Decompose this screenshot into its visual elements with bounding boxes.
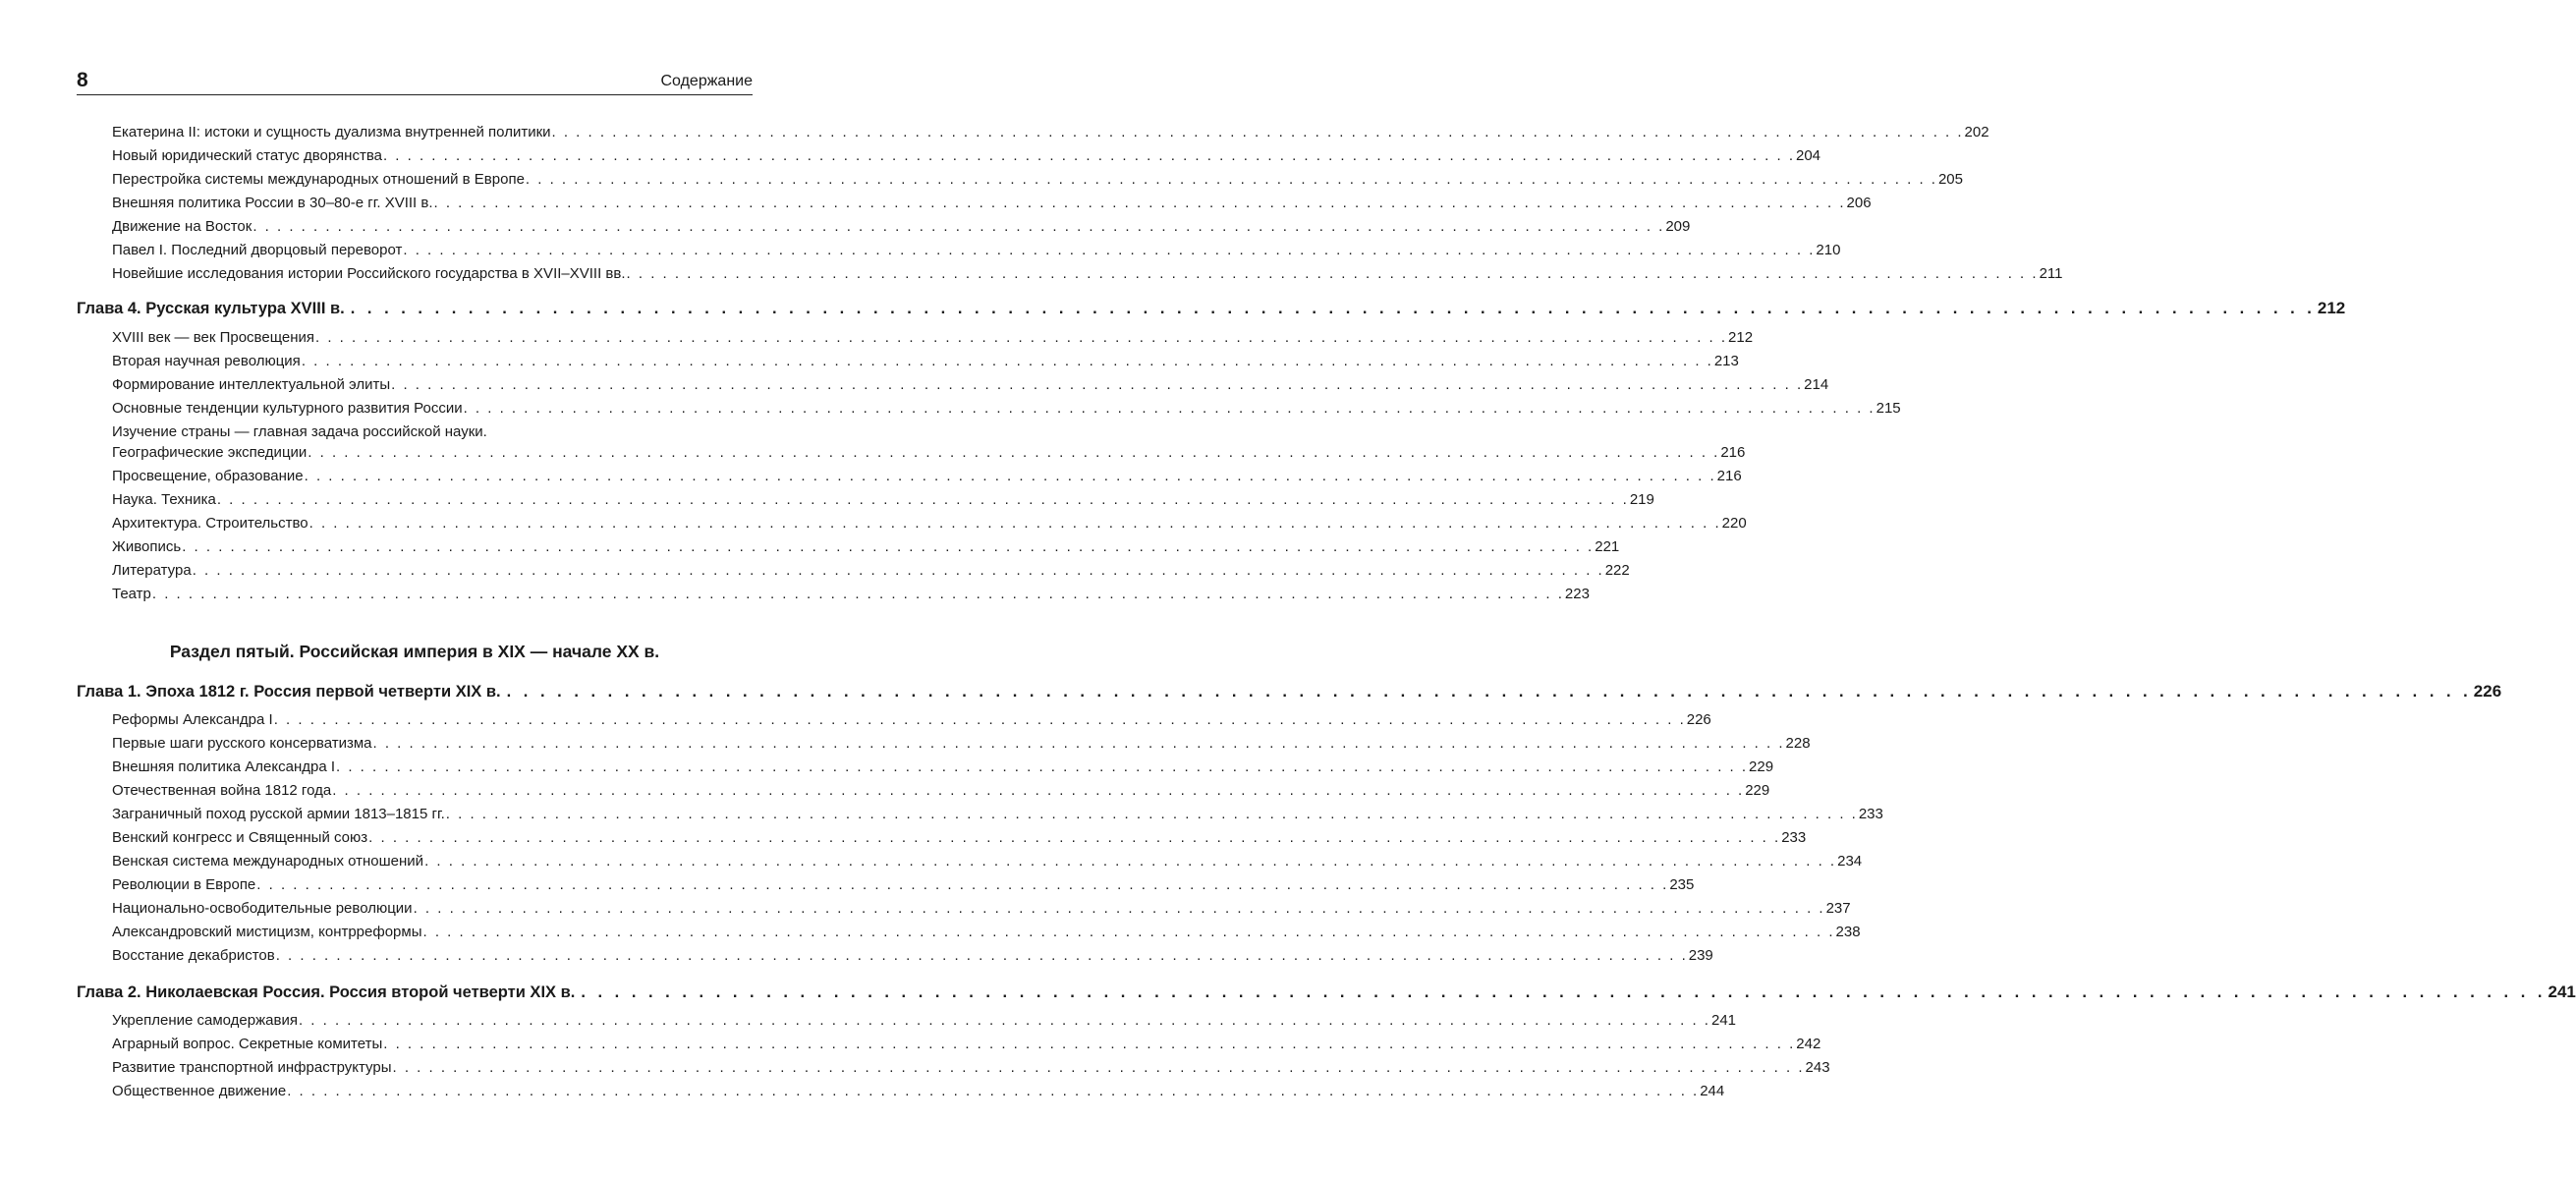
- toc-entry[interactable]: [112, 1034, 1821, 1055]
- toc-entry[interactable]: [112, 1057, 1830, 1079]
- entry-page: 206: [1846, 195, 1872, 211]
- page-number: 8: [77, 69, 88, 91]
- entry-page: 234: [1837, 853, 1863, 870]
- leader-dots: . . . . . . . . . . . . . . . . . . . . . . . . . . . . . . . . . . . . . . . . . . . . . . . . . . . . . . . . . . . . . . . . . . . . . . . . . . . . . . . . . . . . . . . . . . . . . . . . . . . . . . . . . . . . . . . . . . . . .: [463, 400, 1876, 417]
- entry-title: Восстание декабристов: [112, 947, 275, 964]
- entry-page: 235: [1669, 876, 1695, 893]
- entry-title: Венский конгресс и Священный союз: [112, 829, 368, 846]
- leader-dots: . . . . . . . . . . . . . . . . . . . . . . . . . . . . . . . . . . . . . . . . . . . . . . . . . . . . . . . . . . . . . . . . . . . . . . . . . . . . . . . . . . . . . . . . . . . . . . . . . . . . . . . . . . . . . . . . . . . . .: [372, 735, 1785, 752]
- toc-entry[interactable]: [112, 442, 1746, 464]
- toc-entry[interactable]: [112, 466, 1742, 487]
- entry-page: 204: [1796, 147, 1821, 164]
- entry-page: 238: [1835, 924, 1861, 940]
- leader-dots: . . . . . . . . . . . . . . . . . . . . . . . . . . . . . . . . . . . . . . . . . . . . . . . . . . . . . . . . . . . . . . . . . . . . . . . . . . . . . . . . . . . . . . . . . . . . . . . . . . . . . . . . . . . . . . . . . . . . .: [626, 265, 2039, 282]
- entry-title: Заграничный поход русской армии 1813–1815 гг.: [112, 806, 445, 822]
- entry-page: 233: [1858, 806, 1883, 822]
- toc-entry[interactable]: [112, 780, 1770, 802]
- entry-page: 220: [1721, 515, 1747, 532]
- leader-dots: . . . . . . . . . . . . . . . . . . . . . . . . . . . . . . . . . . . . . . . . . . . . . . . . . . . . . . . . . . . . . . . . . . . . . . . . . . . . . . . . . . . . . . . . . . . . . . . . . . . . . . . . . . . . . . . . . . . . .: [350, 300, 2316, 317]
- leader-dots: . . . . . . . . . . . . . . . . . . . . . . . . . . . . . . . . . . . . . . . . . . . . . . . . . . . . . . . . . . . . . . . . . . . . . . . . . . . . . . . . . . . . . . . . . . . . . . . . . . . . . . . . . . . . . . . . . . . . .: [403, 242, 1816, 258]
- entry-page: 216: [1716, 468, 1742, 484]
- leader-dots: . . . . . . . . . . . . . . . . . . . . . . . . . . . . . . . . . . . . . . . . . . . . . . . . . . . . . . . . . . . . . . . . . . . . . . . . . . . . . . . . . . . . . . . . . . . . . . . . . . . . . . . . . . . . . . . . . . . . .: [252, 218, 1665, 235]
- leader-dots: . . . . . . . . . . . . . . . . . . . . . . . . . . . . . . . . . . . . . . . . . . . . . . . . . . . . . . . . . . . . . . . . . . . . . . . . . . . . . . . . . . . . . . . . . . . . . . . . . . . . . . . . . . . . . . . . . . . . .: [301, 353, 1713, 369]
- entry-title: Литература: [112, 562, 192, 579]
- toc-entry[interactable]: [112, 1081, 1725, 1102]
- entry-page: 233: [1781, 829, 1807, 846]
- chapter-title: Глава 2. Николаевская Россия. Россия второй четверти XIX в.: [77, 983, 576, 1001]
- entry-title: Отечественная война 1812 года: [112, 782, 332, 799]
- entry-page: 228: [1785, 735, 1811, 752]
- chapter-title: Глава 1. Эпоха 1812 г. Россия первой четверти XIX в.: [77, 683, 501, 701]
- entry-page: 209: [1665, 218, 1691, 235]
- entry-title: Формирование интеллектуальной элиты: [112, 376, 391, 393]
- entry-page: 229: [1749, 758, 1774, 775]
- entry-page: 244: [1700, 1083, 1725, 1099]
- entry-title: Движение на Восток: [112, 218, 252, 235]
- toc-entry[interactable]: [112, 757, 1774, 778]
- toc-entry[interactable]: [112, 513, 1747, 534]
- leader-dots: . . . . . . . . . . . . . . . . . . . . . . . . . . . . . . . . . . . . . . . . . . . . . . . . . . . . . . . . . . . . . . . . . . . . . . . . . . . . . . . . . . . . . . . . . . . . . . . . . . . . . . . . . . . . . . . . . . . . .: [182, 538, 1595, 555]
- entry-title: Павел I. Последний дворцовый переворот: [112, 242, 403, 258]
- entry-title: Живопись: [112, 538, 182, 555]
- entry-page: 223: [1564, 586, 1590, 602]
- entry-page: 229: [1745, 782, 1770, 799]
- entry-page: 212: [1728, 329, 1754, 346]
- toc-entry[interactable]: [112, 851, 1863, 872]
- chapter-page: 212: [2317, 299, 2346, 317]
- section-title: Раздел пятый. Российская империя в XIX — начале XX в.: [169, 642, 660, 661]
- entry-page: 222: [1604, 562, 1630, 579]
- toc-entry[interactable]: [112, 489, 1654, 511]
- leader-dots: . . . . . . . . . . . . . . . . . . . . . . . . . . . . . . . . . . . . . . . . . . . . . . . . . . . . . . . . . . . . . . . . . . . . . . . . . . . . . . . . . . . . . . . . . . . . . . . . . . . . . . . . . . . . . . . . . . . . .: [287, 1083, 1700, 1099]
- chapter-heading[interactable]: [77, 297, 2346, 320]
- entry-page: 202: [1964, 124, 1989, 140]
- toc-entry[interactable]: [112, 193, 1872, 214]
- entry-page: 219: [1629, 491, 1654, 508]
- entry-page: 216: [1720, 444, 1746, 461]
- running-title: Содержание: [660, 73, 753, 89]
- leader-dots: . . . . . . . . . . . . . . . . . . . . . . . . . . . . . . . . . . . . . . . . . . . . . . . . . . . . . . . . . . . . . . . . . . . . . . . . . . . . . . . . . . . . . . . . . . . . . . . . . . . . . . . . . . . . . . . . . . . . .: [581, 983, 2547, 1001]
- entry-title: Театр: [112, 586, 151, 602]
- leader-dots: . . . . . . . . . . . . . . . . . . . . . . . . . . . . . . . . . . . . . . . . . . . . . . . . . . . . . . . . . . . . . . . . . . . . . . . . . . . . . . . . . . . . . . . . . . . . . . . . . . . . . . . . . . . . . . . . . . . . .: [422, 924, 1835, 940]
- toc-entry[interactable]: [112, 584, 1590, 605]
- leader-dots: . . . . . . . . . . . . . . . . . . . . . . . . . . . . . . . . . . . . . . . . . . . . . . . . . . . . . . . . . . . . . . . . . . . . . . . . . . . . . . . . . . . . . . . . . . . . . . . . . . . . . . . . . . . . . . . . . . . . .: [392, 1059, 1805, 1076]
- entry-title-line1: Изучение страны — главная задача российской науки.: [112, 423, 487, 440]
- toc-entry[interactable]: [112, 945, 1713, 967]
- entry-page: 243: [1805, 1059, 1830, 1076]
- entry-title: Вторая научная революция: [112, 353, 301, 369]
- entry-title: Наука. Техника: [112, 491, 216, 508]
- toc-entry[interactable]: [112, 874, 1695, 896]
- entry-title: Просвещение, образование: [112, 468, 304, 484]
- toc-entry[interactable]: [112, 327, 1754, 349]
- toc-entry[interactable]: [112, 898, 1851, 920]
- entry-title: Екатерина II: истоки и сущность дуализма внутренней политики: [112, 124, 551, 140]
- entry-page: 205: [1937, 171, 1963, 188]
- toc-entry[interactable]: [112, 733, 1811, 755]
- entry-title: Революции в Европе: [112, 876, 256, 893]
- chapter-page: 226: [2473, 682, 2502, 701]
- leader-dots: . . . . . . . . . . . . . . . . . . . . . . . . . . . . . . . . . . . . . . . . . . . . . . . . . . . . . . . . . . . . . . . . . . . . . . . . . . . . . . . . . . . . . . . . . . . . . . . . . . . . . . . . . . . . . . . . . . . . .: [445, 806, 1858, 822]
- leader-dots: . . . . . . . . . . . . . . . . . . . . . . . . . . . . . . . . . . . . . . . . . . . . . . . . . . . . . . . . . . . . . . . . . . . . . . . . . . . . . . . . . . . . . . . . . . . . . . . . . . . . . . . . . . . . . . . . . . . . .: [332, 782, 1745, 799]
- entry-page: 237: [1825, 900, 1851, 917]
- toc-entry[interactable]: [112, 374, 1829, 396]
- entry-page: 226: [1686, 711, 1711, 728]
- toc-entry[interactable]: [112, 922, 1861, 943]
- leader-dots: . . . . . . . . . . . . . . . . . . . . . . . . . . . . . . . . . . . . . . . . . . . . . . . . . . . . . . . . . . . . . . . . . . . . . . . . . . . . . . . . . . . . . . . . . . . . . . . . . . . . . . . . . . . . . . . . . . . . .: [304, 468, 1716, 484]
- leader-dots: . . . . . . . . . . . . . . . . . . . . . . . . . . . . . . . . . . . . . . . . . . . . . . . . . . . . . . . . . . . . . . . . . . . . . . . . . . . . . . . . . . . . . . . . . . . . . . . . . . . . . . . . . . . . . . . . . . . . .: [382, 147, 1795, 164]
- toc-entry[interactable]: [112, 560, 1630, 582]
- entry-title: Венская система международных отношений: [112, 853, 424, 870]
- toc-entry[interactable]: [112, 827, 1807, 849]
- leader-dots: . . . . . . . . . . . . . . . . . . . . . . . . . . . . . . . . . . . . . . . . . . . . . . . . . . . . . . . . . . . . . . . . . . . . . . . . . . . . . . . . . . . . . . . . . . . . . . . . . . . . . . . . . . . . . . . . . . . . .: [413, 900, 1825, 917]
- toc-entry[interactable]: [112, 351, 1739, 372]
- entry-page: 214: [1804, 376, 1829, 393]
- leader-dots: . . . . . . . . . . . . . . . . . . . . . . . . . . . . . . . . . . . . . . . . . . . . . . . . . . . . . . . . . . . . . . . . . . . . . . . . . . . . . . . . . . . . . . . . . . . . . . . . . . . . . . . . . . . . . . . . . . . . .: [192, 562, 1604, 579]
- toc-entry[interactable]: [112, 122, 1989, 143]
- page-header: [77, 69, 753, 95]
- leader-dots: . . . . . . . . . . . . . . . . . . . . . . . . . . . . . . . . . . . . . . . . . . . . . . . . . . . . . . . . . . . . . . . . . . . . . . . . . . . . . . . . . . . . . . . . . . . . . . . . . . . . . . . . . . . . . . . . . . . . .: [525, 171, 1937, 188]
- entry-title: Реформы Александра I: [112, 711, 273, 728]
- toc-entry[interactable]: [112, 145, 1821, 167]
- leader-dots: . . . . . . . . . . . . . . . . . . . . . . . . . . . . . . . . . . . . . . . . . . . . . . . . . . . . . . . . . . . . . . . . . . . . . . . . . . . . . . . . . . . . . . . . . . . . . . . . . . . . . . . . . . . . . . . . . . . . .: [256, 876, 1669, 893]
- leader-dots: . . . . . . . . . . . . . . . . . . . . . . . . . . . . . . . . . . . . . . . . . . . . . . . . . . . . . . . . . . . . . . . . . . . . . . . . . . . . . . . . . . . . . . . . . . . . . . . . . . . . . . . . . . . . . . . . . . . . .: [151, 586, 1564, 602]
- chapter-title: Глава 4. Русская культура XVIII в.: [77, 300, 345, 317]
- entry-page: 210: [1816, 242, 1841, 258]
- toc-entry[interactable]: [112, 216, 1691, 238]
- toc-entry[interactable]: [112, 398, 1901, 420]
- chapter-page: 241: [2548, 982, 2576, 1001]
- entry-title: Новейшие исследования истории Российского государства в XVII–XVIII вв.: [112, 265, 626, 282]
- entry-page: 239: [1688, 947, 1713, 964]
- leader-dots: . . . . . . . . . . . . . . . . . . . . . . . . . . . . . . . . . . . . . . . . . . . . . . . . . . . . . . . . . . . . . . . . . . . . . . . . . . . . . . . . . . . . . . . . . . . . . . . . . . . . . . . . . . . . . . . . . . . . .: [368, 829, 1781, 846]
- entry-title: Национально-освободительные революции: [112, 900, 413, 917]
- leader-dots: . . . . . . . . . . . . . . . . . . . . . . . . . . . . . . . . . . . . . . . . . . . . . . . . . . . . . . . . . . . . . . . . . . . . . . . . . . . . . . . . . . . . . . . . . . . . . . . . . . . . . . . . . . . . . . . . . . . . .: [308, 444, 1720, 461]
- entry-title: Внешняя политика Александра I: [112, 758, 336, 775]
- toc-entry[interactable]: [112, 536, 1620, 558]
- entry-title: Перестройка системы международных отношений в Европе: [112, 171, 525, 188]
- entry-title: Новый юридический статус дворянства: [112, 147, 382, 164]
- leader-dots: . . . . . . . . . . . . . . . . . . . . . . . . . . . . . . . . . . . . . . . . . . . . . . . . . . . . . . . . . . . . . . . . . . . . . . . . . . . . . . . . . . . . . . . . . . . . . . . . . . . . . . . . . . . . . . . . . . . . .: [506, 683, 2472, 701]
- toc-entry[interactable]: [112, 169, 1963, 191]
- leader-dots: . . . . . . . . . . . . . . . . . . . . . . . . . . . . . . . . . . . . . . . . . . . . . . . . . . . . . . . . . . . . . . . . . . . . . . . . . . . . . . . . . . . . . . . . . . . . . . . . . . . . . . . . . . . . . . . . . . . . .: [551, 124, 1964, 140]
- entry-title: Общественное движение: [112, 1083, 287, 1099]
- leader-dots: . . . . . . . . . . . . . . . . . . . . . . . . . . . . . . . . . . . . . . . . . . . . . . . . . . . . . . . . . . . . . . . . . . . . . . . . . . . . . . . . . . . . . . . . . . . . . . . . . . . . . . . . . . . . . . . . . . . . .: [308, 515, 1721, 532]
- entry-title: Архитектура. Строительство: [112, 515, 308, 532]
- leader-dots: . . . . . . . . . . . . . . . . . . . . . . . . . . . . . . . . . . . . . . . . . . . . . . . . . . . . . . . . . . . . . . . . . . . . . . . . . . . . . . . . . . . . . . . . . . . . . . . . . . . . . . . . . . . . . . . . . . . . .: [275, 947, 1688, 964]
- leader-dots: . . . . . . . . . . . . . . . . . . . . . . . . . . . . . . . . . . . . . . . . . . . . . . . . . . . . . . . . . . . . . . . . . . . . . . . . . . . . . . . . . . . . . . . . . . . . . . . . . . . . . . . . . . . . . . . . . . . . .: [391, 376, 1804, 393]
- chapter-heading[interactable]: [77, 981, 2576, 1004]
- leader-dots: . . . . . . . . . . . . . . . . . . . . . . . . . . . . . . . . . . . . . . . . . . . . . . . . . . . . . . . . . . . . . . . . . . . . . . . . . . . . . . . . . . . . . . . . . . . . . . . . . . . . . . . . . . . . . . . . . . . . .: [424, 853, 1837, 870]
- leader-dots: . . . . . . . . . . . . . . . . . . . . . . . . . . . . . . . . . . . . . . . . . . . . . . . . . . . . . . . . . . . . . . . . . . . . . . . . . . . . . . . . . . . . . . . . . . . . . . . . . . . . . . . . . . . . . . . . . . . . .: [216, 491, 1629, 508]
- toc-entry[interactable]: [112, 240, 1841, 261]
- entry-page: 213: [1713, 353, 1739, 369]
- entry-page: 215: [1876, 400, 1901, 417]
- toc-entry[interactable]: [112, 263, 2063, 285]
- leader-dots: . . . . . . . . . . . . . . . . . . . . . . . . . . . . . . . . . . . . . . . . . . . . . . . . . . . . . . . . . . . . . . . . . . . . . . . . . . . . . . . . . . . . . . . . . . . . . . . . . . . . . . . . . . . . . . . . . . . . .: [336, 758, 1749, 775]
- toc-entry[interactable]: [112, 1010, 1737, 1032]
- toc-entry[interactable]: [112, 804, 1883, 825]
- entry-page: 221: [1595, 538, 1620, 555]
- entry-title: Укрепление самодержавия: [112, 1012, 298, 1029]
- entry-title: Развитие транспортной инфраструктуры: [112, 1059, 392, 1076]
- entry-page: 211: [2039, 265, 2063, 282]
- entry-page: 241: [1710, 1012, 1737, 1029]
- entry-title: XVIII век — век Просвещения: [112, 329, 315, 346]
- entry-page: 242: [1796, 1036, 1821, 1052]
- entry-title: Аграрный вопрос. Секретные комитеты: [112, 1036, 383, 1052]
- entry-title: Географические экспедиции: [112, 444, 308, 461]
- entry-title: Основные тенденции культурного развития России: [112, 400, 463, 417]
- entry-title: Первые шаги русского консерватизма: [112, 735, 372, 752]
- leader-dots: . . . . . . . . . . . . . . . . . . . . . . . . . . . . . . . . . . . . . . . . . . . . . . . . . . . . . . . . . . . . . . . . . . . . . . . . . . . . . . . . . . . . . . . . . . . . . . . . . . . . . . . . . . . . . . . . . . . . .: [433, 195, 1846, 211]
- toc-entry[interactable]: [112, 709, 1711, 731]
- entry-title: Внешняя политика России в 30–80-е гг. XVIII в.: [112, 195, 433, 211]
- leader-dots: . . . . . . . . . . . . . . . . . . . . . . . . . . . . . . . . . . . . . . . . . . . . . . . . . . . . . . . . . . . . . . . . . . . . . . . . . . . . . . . . . . . . . . . . . . . . . . . . . . . . . . . . . . . . . . . . . . . . .: [383, 1036, 1796, 1052]
- chapter-heading[interactable]: [77, 680, 2502, 703]
- leader-dots: . . . . . . . . . . . . . . . . . . . . . . . . . . . . . . . . . . . . . . . . . . . . . . . . . . . . . . . . . . . . . . . . . . . . . . . . . . . . . . . . . . . . . . . . . . . . . . . . . . . . . . . . . . . . . . . . . . . . .: [298, 1012, 1710, 1029]
- entry-title: Александровский мистицизм, контрреформы: [112, 924, 422, 940]
- leader-dots: . . . . . . . . . . . . . . . . . . . . . . . . . . . . . . . . . . . . . . . . . . . . . . . . . . . . . . . . . . . . . . . . . . . . . . . . . . . . . . . . . . . . . . . . . . . . . . . . . . . . . . . . . . . . . . . . . . . . .: [273, 711, 1686, 728]
- leader-dots: . . . . . . . . . . . . . . . . . . . . . . . . . . . . . . . . . . . . . . . . . . . . . . . . . . . . . . . . . . . . . . . . . . . . . . . . . . . . . . . . . . . . . . . . . . . . . . . . . . . . . . . . . . . . . . . . . . . . .: [315, 329, 1728, 346]
